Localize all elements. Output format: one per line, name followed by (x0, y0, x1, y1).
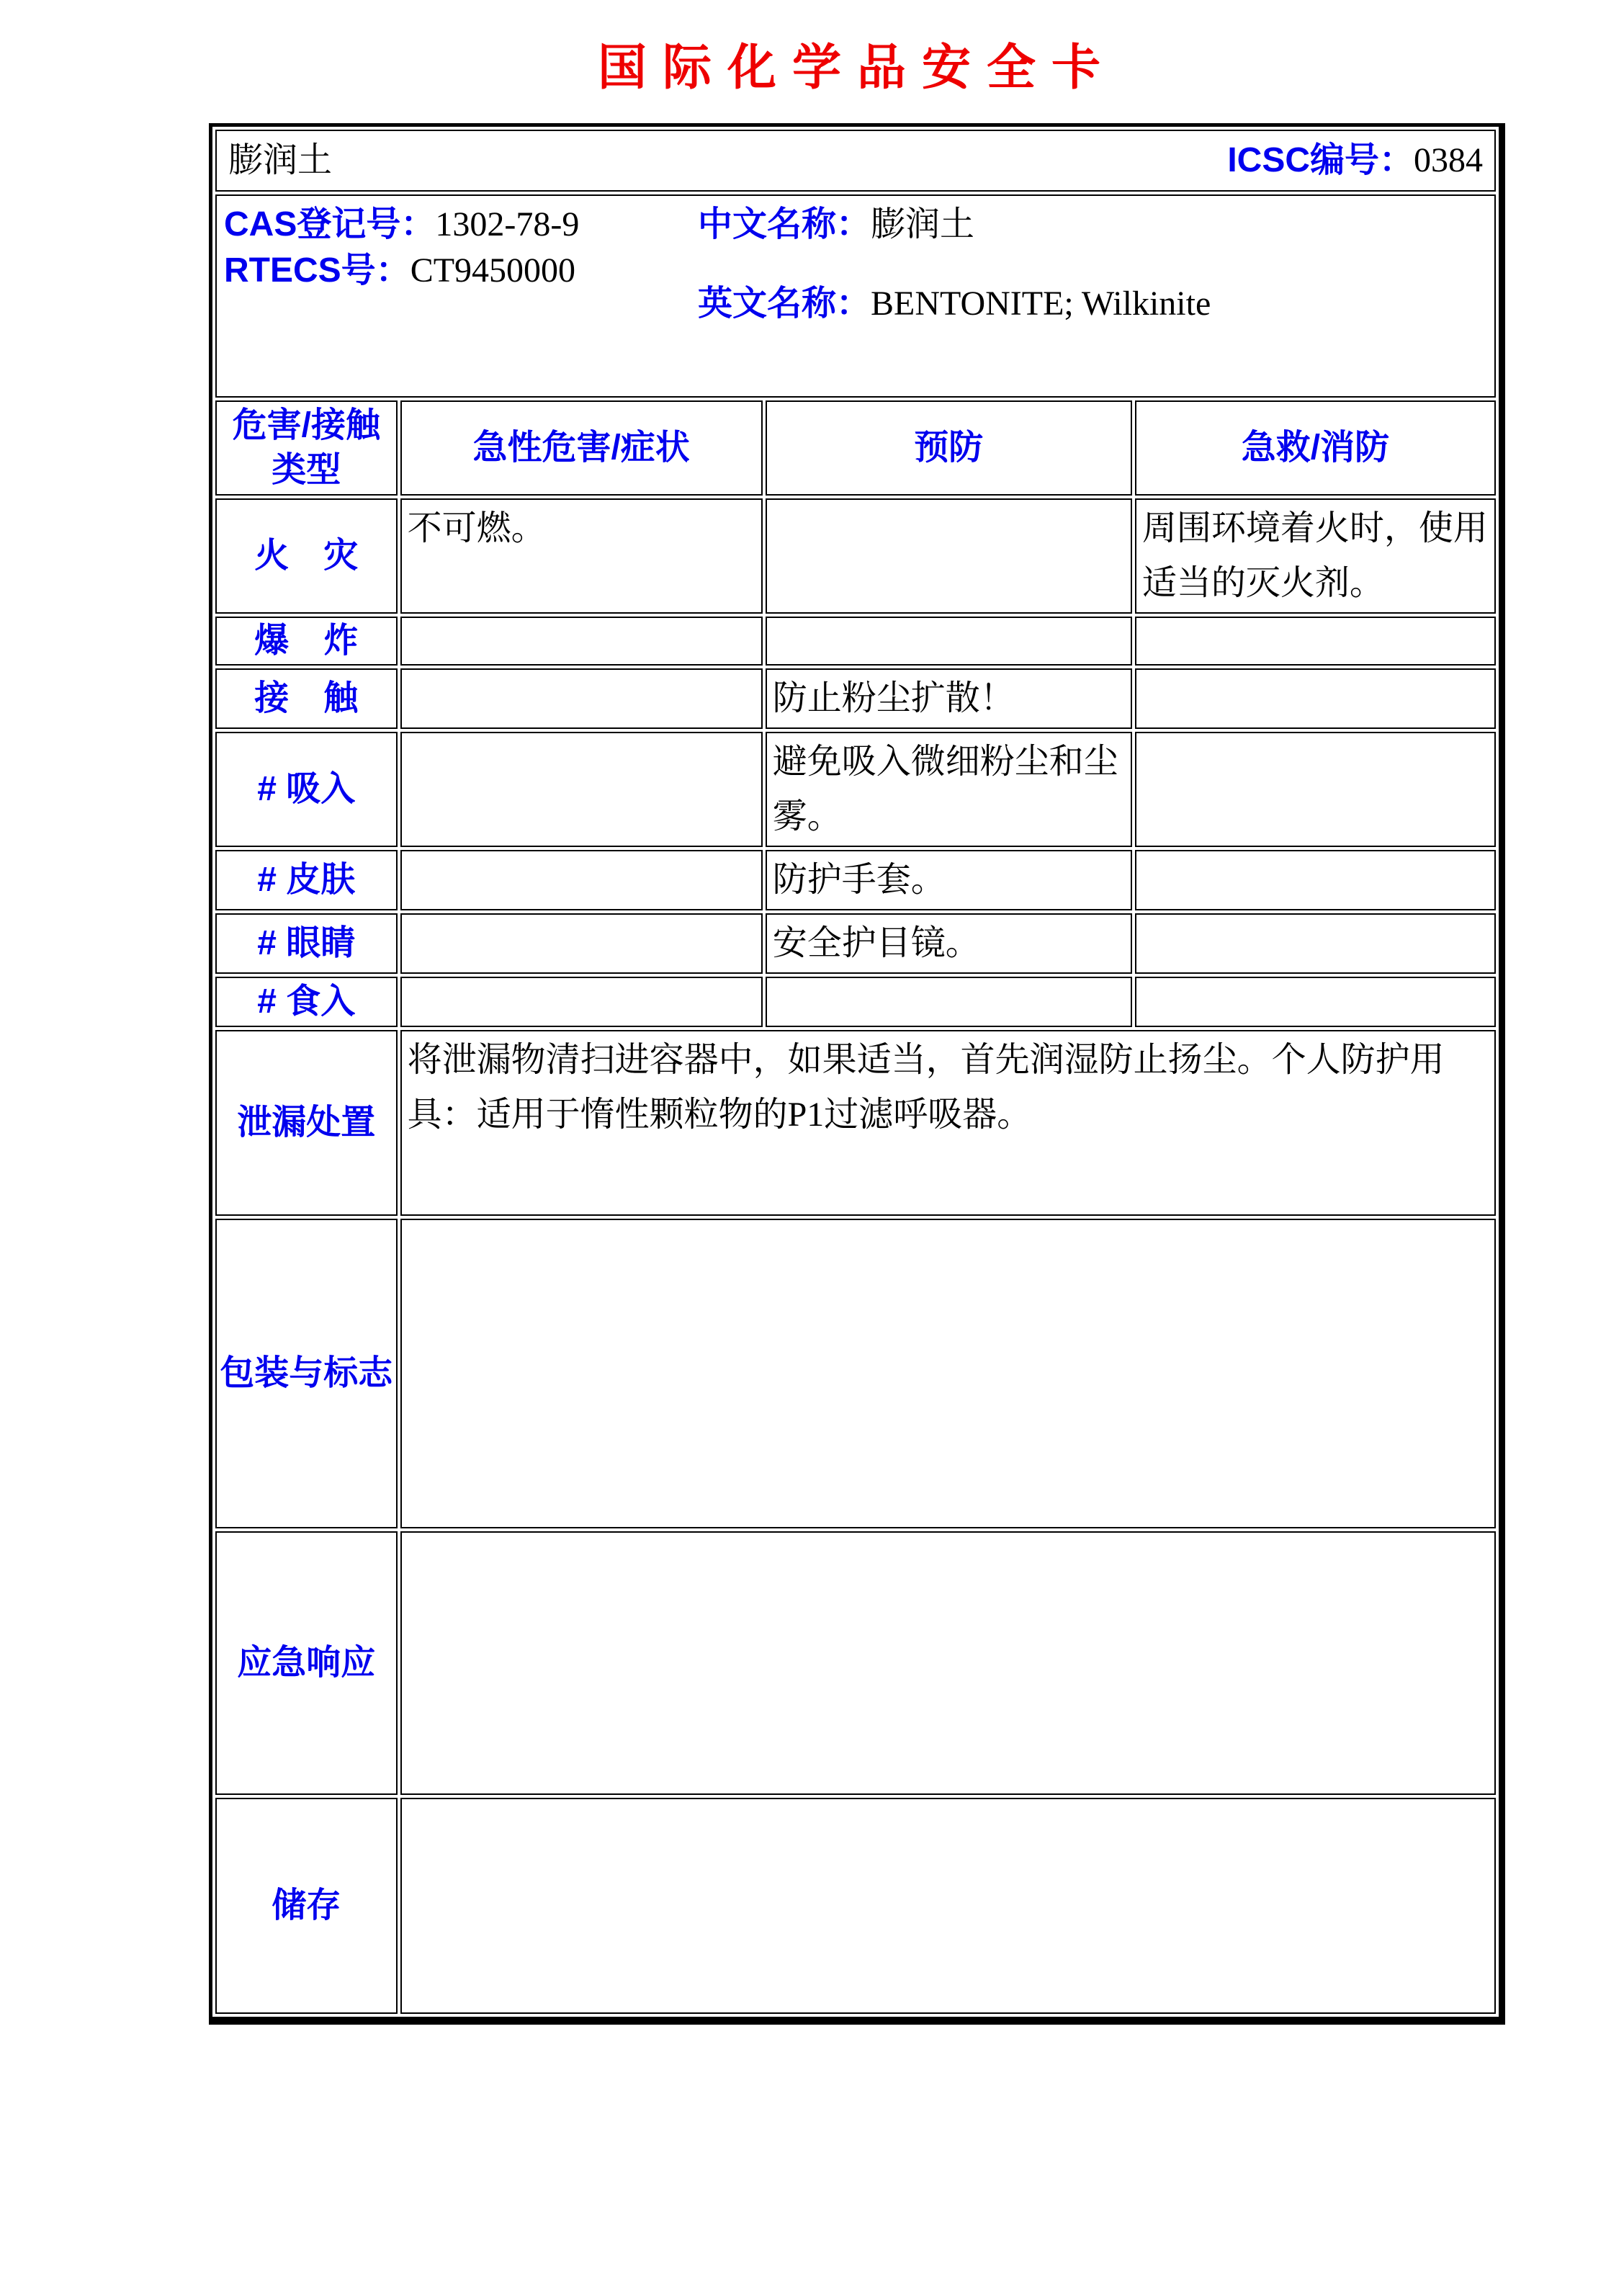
ingestion-firstaid-cell (1135, 977, 1496, 1027)
table-row-emergency (215, 1531, 1496, 1795)
table-row-spillage (215, 1030, 1496, 1216)
icsc-number-label: ICSC编号： (1227, 141, 1414, 179)
explosion-prevention-cell (766, 617, 1132, 666)
eyes-prevention-cell: 安全护目镜。 (766, 913, 1132, 974)
ingestion-symptoms-cell (400, 977, 763, 1027)
table-row-identifiers (215, 194, 1496, 398)
fire-symptoms-cell: 不可燃。 (400, 498, 763, 614)
inhalation-prevention-cell: 避免吸入微细粉尘和尘雾。 (766, 732, 1132, 847)
header-first-aid: 急救/消防 (1135, 400, 1496, 496)
chinese-name-label: 中文名称： (698, 205, 871, 243)
fire-firstaid-cell: 周围环境着火时，使用适当的灭火剂。 (1135, 498, 1496, 614)
english-name-value: BENTONITE; Wilkinite (871, 285, 1211, 323)
storage-content-cell (400, 1798, 1496, 2014)
contact-firstaid-cell (1135, 668, 1496, 729)
english-name-line (698, 281, 1211, 327)
chinese-name-value: 膨润土 (871, 205, 975, 243)
row-label-eyes: # 眼睛 (215, 913, 398, 974)
eyes-symptoms-cell (400, 913, 763, 974)
contact-prevention-cell: 防止粉尘扩散！ (766, 668, 1132, 729)
page-title: 国际化学品安全卡 (597, 40, 1116, 95)
cas-label: CAS登记号： (224, 205, 436, 243)
table-row-skin (215, 850, 1496, 910)
row-label-packaging: 包装与标志 (215, 1219, 398, 1528)
packaging-content-cell (400, 1219, 1496, 1528)
row-label-storage: 储存 (215, 1798, 398, 2014)
names-block (698, 202, 1211, 327)
row-label-contact: 接 触 (215, 668, 398, 729)
table-row-fire (215, 498, 1496, 614)
inhalation-firstaid-cell (1135, 732, 1496, 847)
header-prevention: 预防 (766, 400, 1132, 496)
inhalation-symptoms-cell (400, 732, 763, 847)
header-hazard-type-line2: 类型 (272, 451, 341, 489)
table-row-ingestion (215, 977, 1496, 1027)
table-row-contact (215, 668, 1496, 729)
row-label-explosion: 爆 炸 (215, 617, 398, 666)
chinese-name-line (698, 202, 1211, 248)
header-hazard-type (215, 400, 398, 496)
explosion-firstaid-cell (1135, 617, 1496, 666)
table-row-eyes (215, 913, 1496, 974)
row-label-skin: # 皮肤 (215, 850, 398, 910)
substance-name: 膨润土 (228, 141, 333, 179)
emergency-content-cell (400, 1531, 1496, 1795)
header-hazard-type-line1: 危害/接触 (232, 406, 380, 444)
cas-value: 1302-78-9 (435, 205, 580, 243)
fire-prevention-cell (766, 498, 1132, 614)
safety-card-page (209, 0, 1505, 2025)
skin-firstaid-cell (1135, 850, 1496, 910)
ingestion-prevention-cell (766, 977, 1132, 1027)
table-row-storage (215, 1798, 1496, 2014)
eyes-firstaid-cell (1135, 913, 1496, 974)
english-name-label: 英文名称： (698, 285, 871, 323)
row-label-fire: 火 灾 (215, 498, 398, 614)
row-label-inhalation: # 吸入 (215, 732, 398, 847)
icsc-table (209, 123, 1505, 2025)
explosion-symptoms-cell (400, 617, 763, 666)
row-label-spillage: 泄漏处置 (215, 1030, 398, 1216)
rtecs-label: RTECS号： (224, 251, 411, 290)
skin-prevention-cell: 防护手套。 (766, 850, 1132, 910)
header-acute-hazards: 急性危害/症状 (400, 400, 763, 496)
contact-symptoms-cell (400, 668, 763, 729)
spillage-content-cell: 将泄漏物清扫进容器中，如果适当，首先润湿防止扬尘。个人防护用具：适用于惰性颗粒物的P1过滤呼吸器。 (400, 1030, 1496, 1216)
rtecs-value: CT9450000 (410, 251, 576, 290)
icsc-number-group (1227, 133, 1483, 188)
skin-symptoms-cell (400, 850, 763, 910)
table-row-substance (215, 130, 1496, 192)
table-header-row (215, 400, 1496, 496)
table-row-packaging (215, 1219, 1496, 1528)
table-row-inhalation (215, 732, 1496, 847)
substance-header-cell (215, 130, 1496, 192)
identifiers-cell (215, 194, 1496, 398)
table-row-explosion (215, 617, 1496, 666)
row-label-ingestion: # 食入 (215, 977, 398, 1027)
row-label-emergency: 应急响应 (215, 1531, 398, 1795)
icsc-number-value: 0384 (1414, 141, 1483, 179)
